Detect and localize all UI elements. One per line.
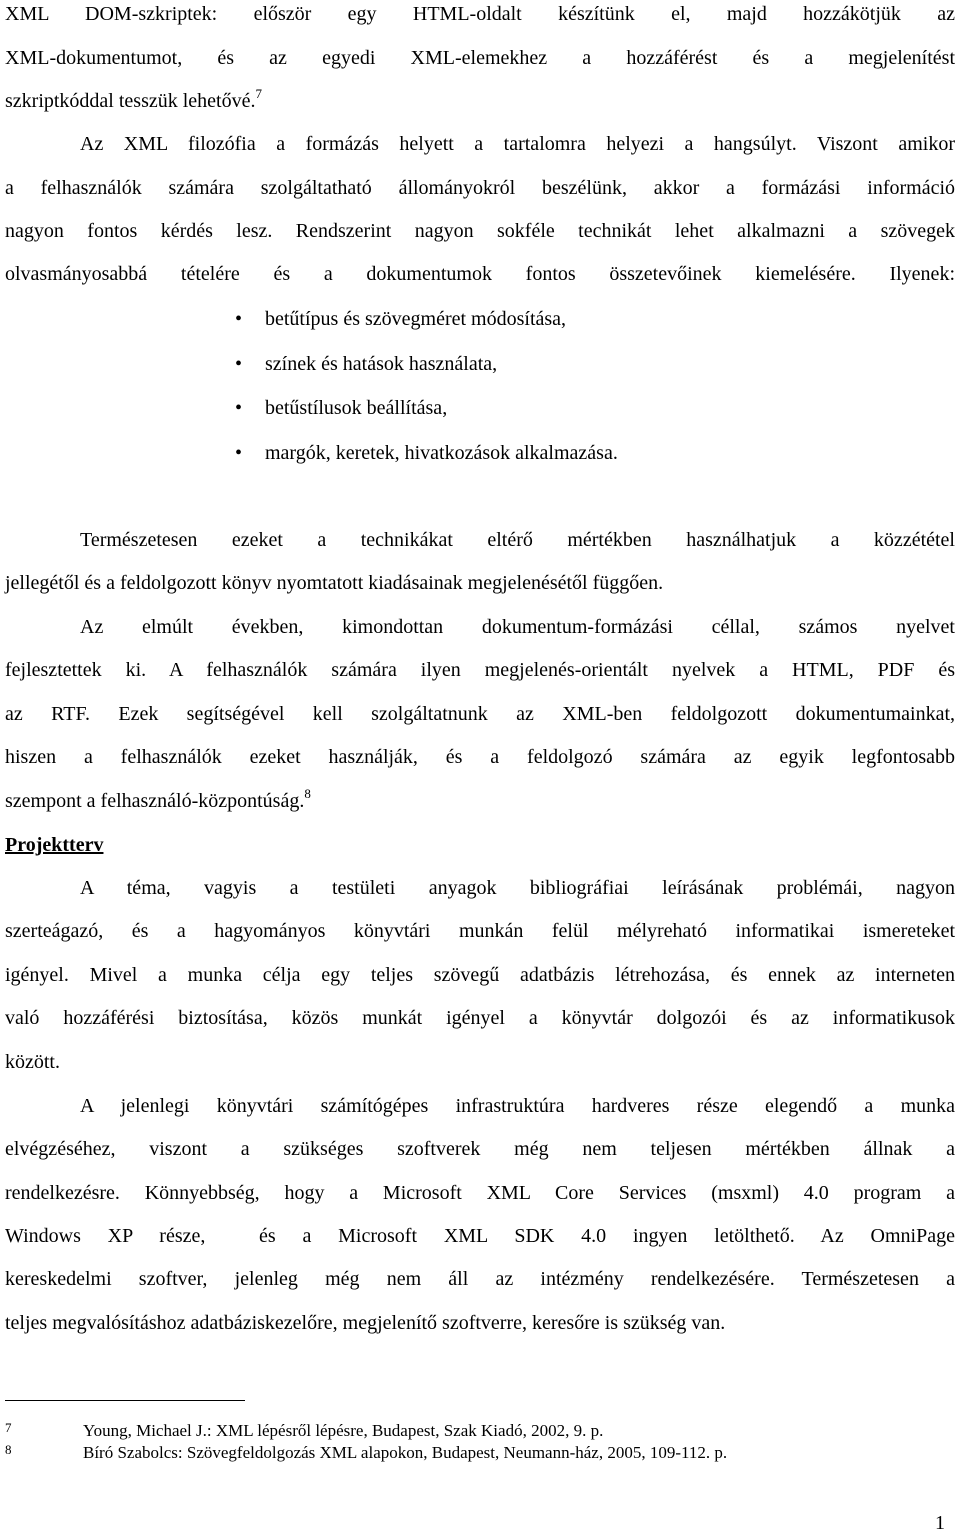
bullet-text: betűtípus és szövegméret módosítása,: [265, 308, 567, 330]
bullet-text: margók, keretek, hivatkozások alkalmazása.: [265, 442, 618, 464]
text-line: XML-dokumentumot, és az egyedi XML-elemekhez a hozzáférést és a megjelenítést: [5, 47, 955, 69]
text-line: A téma, vagyis a testületi anyagok bibliográfiai leírásának problémái, nagyon: [80, 877, 955, 899]
footnote-ref: 8: [304, 786, 311, 801]
text-line: igényel. Mivel a munka célja egy teljes szövegű adatbázis létrehozása, és ennek az interneten: [5, 964, 955, 986]
bullet-item: [235, 308, 567, 330]
text-line: a felhasználók számára szolgáltatható állományokról beszélünk, akkor a formázási információ: [5, 177, 955, 199]
text-span: szkriptkóddal tesszük lehetővé.: [5, 90, 256, 112]
bullet-icon: •: [235, 397, 243, 419]
text-line: teljes megvalósításhoz adatbáziskezelőre, megjelenítő szoftverre, keresőre is szükség van.: [5, 1312, 726, 1334]
bullet-item: [235, 353, 498, 375]
bullet-icon: •: [235, 353, 243, 375]
text-line: hiszen a felhasználók ezeket használják, és a feldolgozó számára az egyik legfontosabb: [5, 746, 955, 768]
text-line: jellegétől és a feldolgozott könyv nyomtatott kiadásainak megjelenésétől függően.: [5, 572, 664, 594]
footnote-number: 7: [5, 1420, 12, 1435]
bullet-item: [235, 397, 448, 419]
text-line: rendelkezésre. Könnyebbség, hogy a Microsoft XML Core Services (msxml) 4.0 program a: [5, 1182, 955, 1204]
text-line: Természetesen ezeket a technikákat eltérő mértékben használhatjuk a közzététel: [80, 529, 955, 551]
text-line: A jelenlegi könyvtári számítógépes infrastruktúra hardveres része elegendő a munka: [80, 1095, 955, 1117]
text-line: kereskedelmi szoftver, jelenleg még nem áll az intézmény rendelkezésére. Természetesen a: [5, 1268, 955, 1290]
document-page: [5, 0, 955, 1537]
footnote-text: Young, Michael J.: XML lépésről lépésre, Budapest, Szak Kiadó, 2002, 9. p.: [83, 1421, 604, 1440]
footnote-divider: [5, 1400, 245, 1401]
text-line: Az elmúlt években, kimondottan dokumentum-formázási céllal, számos nyelvet: [80, 616, 955, 638]
text-line: [5, 786, 955, 812]
text-line: [5, 86, 955, 112]
text-line: között.: [5, 1051, 60, 1073]
bullet-text: színek és hatások használata,: [265, 353, 498, 375]
footnote-text: Bíró Szabolcs: Szövegfeldolgozás XML alapokon, Budapest, Neumann-ház, 2005, 109-112. p.: [83, 1443, 728, 1462]
text-line: Windows XP része, és a Microsoft XML SDK 4.0 ingyen letölthető. Az OmniPage: [5, 1225, 955, 1247]
bullet-icon: •: [235, 308, 243, 330]
text-line: az RTF. Ezek segítségével kell szolgáltatnunk az XML-ben feldolgozott dokumentumainkat,: [5, 703, 955, 725]
section-heading: Projektterv: [5, 834, 104, 856]
text-line: elvégzéséhez, viszont a szükséges szoftverek még nem teljesen mértékben állnak a: [5, 1138, 955, 1160]
footnote-number: 8: [5, 1442, 12, 1457]
text-line: olvasmányosabbá tételére és a dokumentumok fontos összetevőinek kiemelésére. Ilyenek:: [5, 263, 955, 285]
text-line: Az XML filozófia a formázás helyett a tartalomra helyezi a hangsúlyt. Viszont amikor: [80, 133, 955, 155]
text-line: nagyon fontos kérdés lesz. Rendszerint nagyon sokféle technikát lehet alkalmazni a szövegek: [5, 220, 955, 242]
bullet-text: betűstílusok beállítása,: [265, 397, 448, 419]
bullet-item: [235, 442, 618, 464]
text-line: fejlesztettek ki. A felhasználók számára ilyen megjelenés-orientált nyelvek a HTML, PDF és: [5, 659, 955, 681]
text-span: szempont a felhasználó-központúság.: [5, 790, 305, 812]
text-line: való hozzáférési biztosítása, közös munkát igényel a könyvtár dolgozói és az informatikusok: [5, 1007, 955, 1029]
page-number: 1: [935, 1512, 945, 1534]
text-line: XML DOM-szkriptek: először egy HTML-oldalt készítünk el, majd hozzákötjük az: [5, 3, 955, 25]
text-line: szerteágazó, és a hagyományos könyvtári munkán felül mélyreható informatikai ismereteket: [5, 920, 955, 942]
bullet-icon: •: [235, 442, 243, 464]
footnote-ref: 7: [255, 86, 262, 101]
